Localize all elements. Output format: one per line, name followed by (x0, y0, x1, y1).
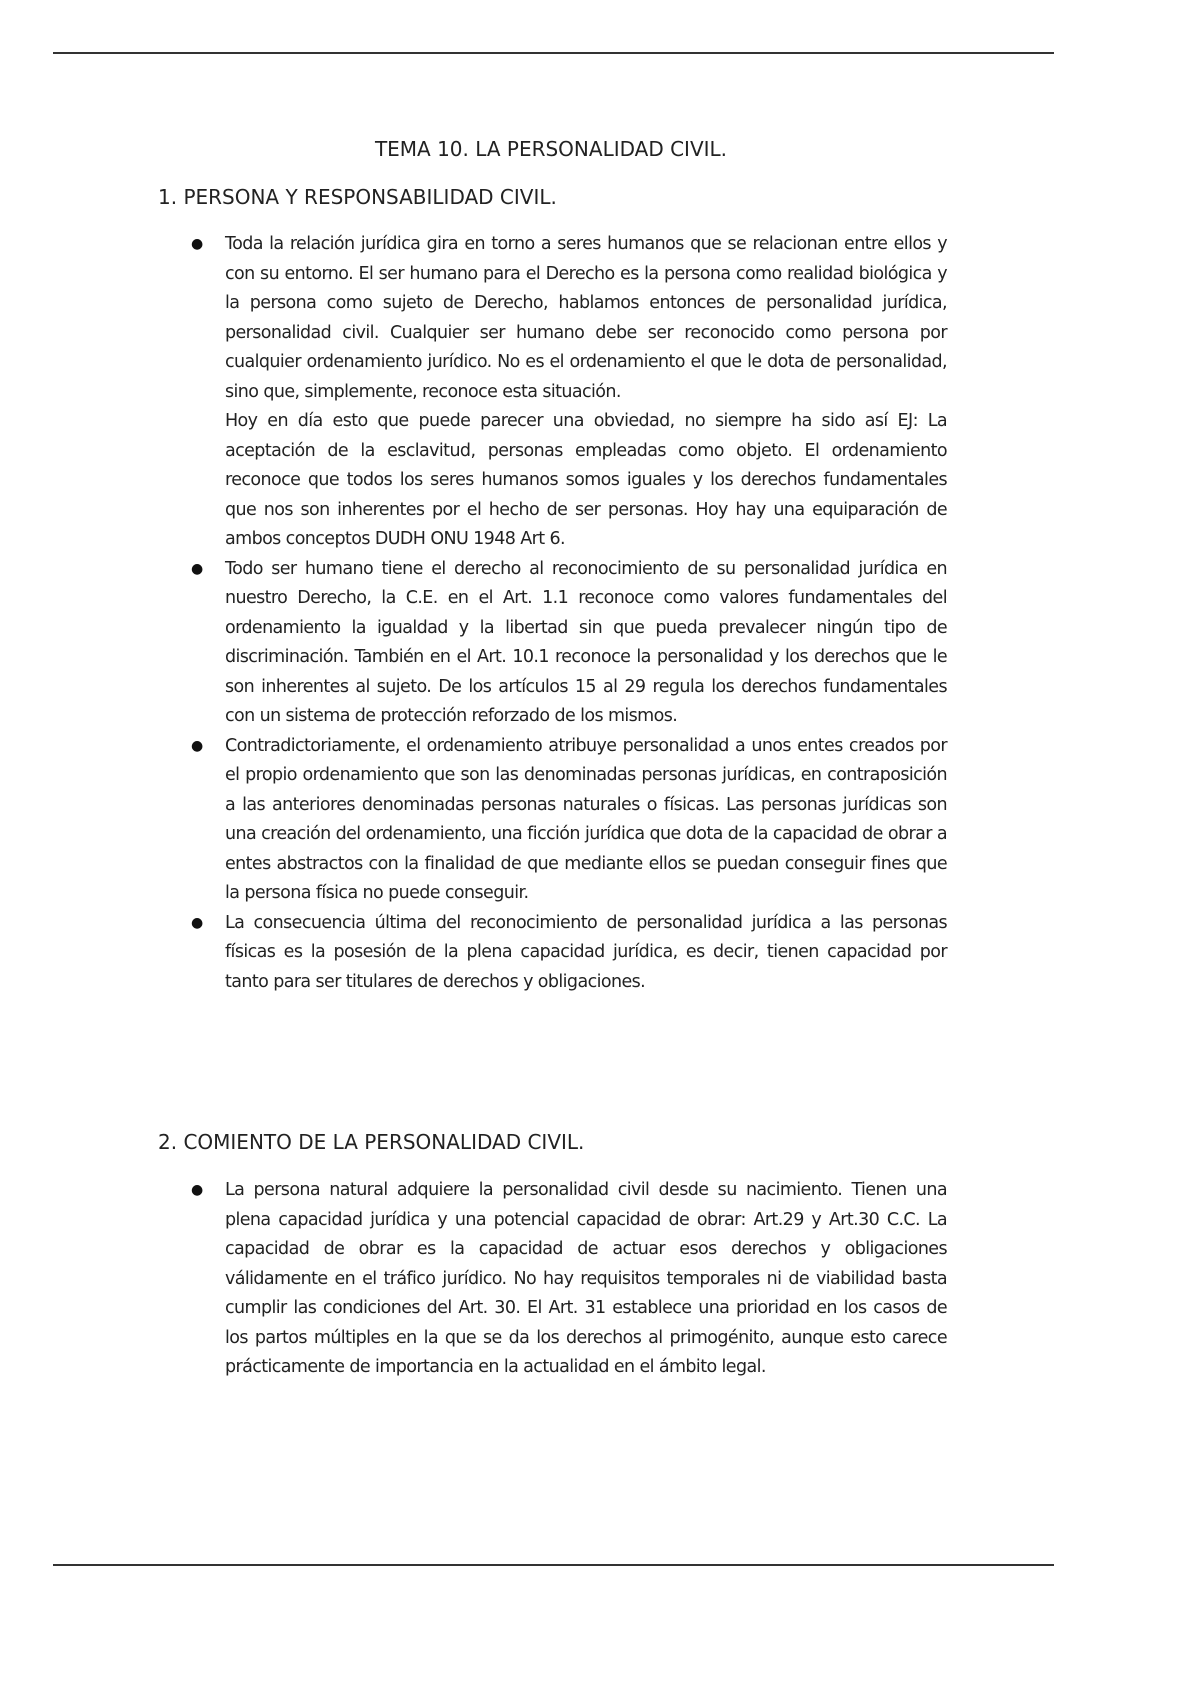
bullet-icon: ● (191, 737, 204, 754)
bullet-paragraph: Hoy en día esto que puede parecer una obviedad, no siempre ha sido así EJ: La aceptación de la esclavitud, personas empleadas como objeto. El ordenamiento reconoce que todos los seres humanos somos iguales y los derechos fundamentales que nos son inherentes por el hecho de ser personas. Hoy hay una equiparación de ambos conceptos DUDH ONU 1948 Art 6. (225, 411, 947, 549)
bullet-paragraph: Todo ser humano tiene el derecho al reconocimiento de su personalidad jurídica en nuestro Derecho, la C.E. en el Art. 1.1 reconoce como valores fundamentales del ordenamiento la igualdad y la libertad sin que pueda prevalecer ningún tipo de discriminación. También en el Art. 10.1 reconoce la personalidad y los derechos que le son inherentes al sujeto. De los artículos 15 al 29 regula los derechos fundamentales con un sistema de protección reforzado de los mismos. (225, 558, 947, 726)
bullet-paragraph: La consecuencia última del reconocimiento de personalidad jurídica a las personas físicas es la posesión de la plena capacidad jurídica, es decir, tienen capacidad por tanto para ser titulares de derechos y obligaciones. (225, 912, 947, 992)
bullet-item (191, 1176, 947, 1383)
bullet-paragraph: Toda la relación jurídica gira en torno a seres humanos que se relacionan entre ellos y con su entorno. El ser humano para el Derecho es la persona como realidad biológica y la persona como sujeto de Derecho, hablamos entonces de personalidad jurídica, personalidad civil. Cualquier ser humano debe ser reconocido como persona por cualquier ordenamiento jurídico. No es el ordenamiento el que le dota de personalidad, sino que, simplemente, reconoce esta situación. (225, 234, 947, 402)
bullet-item (191, 555, 947, 732)
section-heading-1: 1. PERSONA Y RESPONSABILIDAD CIVIL. (158, 185, 557, 209)
header-rule (53, 52, 1054, 54)
document-title: TEMA 10. LA PERSONALIDAD CIVIL. (374, 137, 728, 161)
section-2-bullet-list (191, 1176, 947, 1383)
section-heading-2: 2. COMIENTO DE LA PERSONALIDAD CIVIL. (158, 1130, 585, 1154)
bullet-icon: ● (191, 560, 204, 577)
bullet-paragraph: La persona natural adquiere la personalidad civil desde su nacimiento. Tienen una plena capacidad jurídica y una potencial capacidad de obrar: Art.29 y Art.30 C.C. La capacidad de obrar es la capacidad de actuar esos derechos y obligaciones válidamente en el tráfico jurídico. No hay requisitos temporales ni de viabilidad basta cumplir las condiciones del Art. 30. El Art. 31 establece una prioridad en los casos de los partos múltiples en la que se da los derechos al primogénito, aunque esto carece prácticamente de importancia en la actualidad en el ámbito legal. (225, 1180, 947, 1377)
bullet-item (191, 230, 947, 555)
footer-rule (53, 1564, 1054, 1566)
bullet-item (191, 909, 947, 998)
section-1-bullet-list (191, 230, 947, 997)
bullet-item (191, 732, 947, 909)
bullet-icon: ● (191, 914, 204, 931)
bullet-icon: ● (191, 1182, 204, 1198)
bullet-paragraph: Contradictoriamente, el ordenamiento atribuye personalidad a unos entes creados por el propio ordenamiento que son las denominadas personas jurídicas, en contraposición a las anteriores denominadas personas naturales o físicas. Las personas jurídicas son una creación del ordenamiento, una ficción jurídica que dota de la capacidad de obrar a entes abstractos con la finalidad de que mediante ellos se puedan conseguir fines que la persona física no puede conseguir. (225, 735, 947, 903)
bullet-icon: ● (191, 236, 204, 252)
